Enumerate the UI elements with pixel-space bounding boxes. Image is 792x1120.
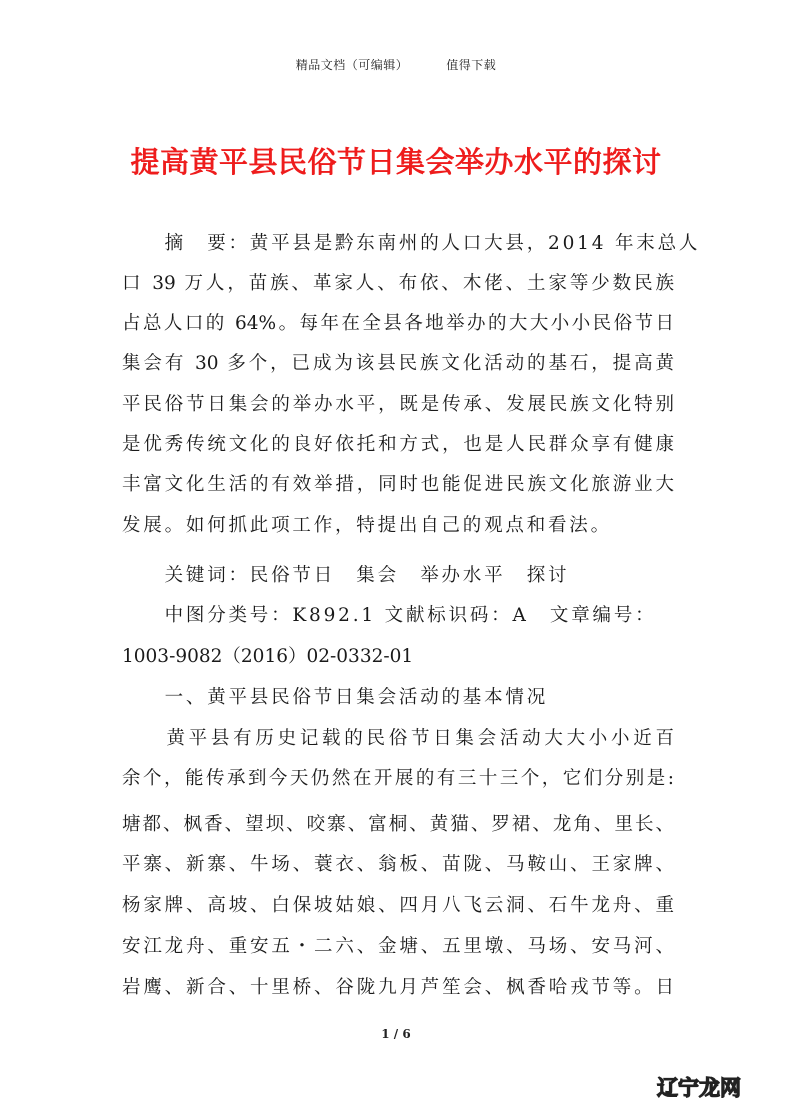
body-line: 丰富文化生活的有效举措，同时也能促进民族文化旅游业大 [122, 474, 674, 495]
body-line: 平民俗节日集会的举办水平，既是传承、发展民族文化特别 [122, 394, 674, 415]
body-line: 集会有 30 多个，已成为该县民族文化活动的基石，提高黄 [122, 353, 674, 374]
page-header [0, 56, 792, 73]
classification-line: 中图分类号：K892.1 文献标识码：A 文章编号： [122, 605, 657, 626]
document-title: 提高黄平县民俗节日集会举办水平的探讨 [130, 145, 662, 179]
header-right-text: 值得下载 [446, 58, 497, 72]
body-line: 黄平县有历史记载的民俗节日集会活动大大小小近百 [122, 728, 674, 749]
body-line: 摘 要：黄平县是黔东南州的人口大县，2014 年末总人 [122, 233, 701, 254]
body-line: 杨家牌、高坡、白保坡姑娘、四月八飞云洞、石牛龙舟、重 [122, 895, 674, 916]
body-line: 是优秀传统文化的良好依托和方式，也是人民群众享有健康 [122, 434, 674, 455]
body-line: 口 39 万人，苗族、革家人、布依、木佬、土家等少数民族 [122, 273, 674, 294]
body-line: 塘都、枫香、望坝、咬寨、富桐、黄猫、罗裙、龙角、里长、 [122, 814, 674, 835]
body-line: 安江龙舟、重安五・二六、金塘、五里墩、马场、安马河、 [122, 936, 674, 957]
section-heading: 一、黄平县民俗节日集会活动的基本情况 [122, 687, 549, 708]
keywords-line: 关键词：民俗节日 集会 举办水平 探讨 [122, 565, 570, 586]
watermark-part2: 龙网 [699, 1076, 741, 1100]
watermark-logo [657, 1072, 741, 1102]
body-line: 发展。如何抓此项工作，特提出自己的观点和看法。 [122, 515, 612, 536]
body-line: 余个，能传承到今天仍然在开展的有三十三个，它们分别是: [122, 768, 674, 789]
body-line: 平寨、新寨、牛场、蓑衣、翁板、苗陇、马鞍山、王家牌、 [122, 854, 674, 875]
article-number-line: 1003-9082（2016）02-0332-01 [122, 646, 414, 667]
page-number: 1 / 6 [381, 1027, 411, 1041]
header-left-text: 精品文档（可编辑） [295, 58, 409, 72]
watermark-part1: 辽宁 [657, 1076, 699, 1100]
body-line: 占总人口的 64%。每年在全县各地举办的大大小小民俗节日 [122, 313, 674, 334]
body-line: 岩鹰、新合、十里桥、谷陇九月芦笙会、枫香哈戎节等。日 [122, 977, 674, 998]
